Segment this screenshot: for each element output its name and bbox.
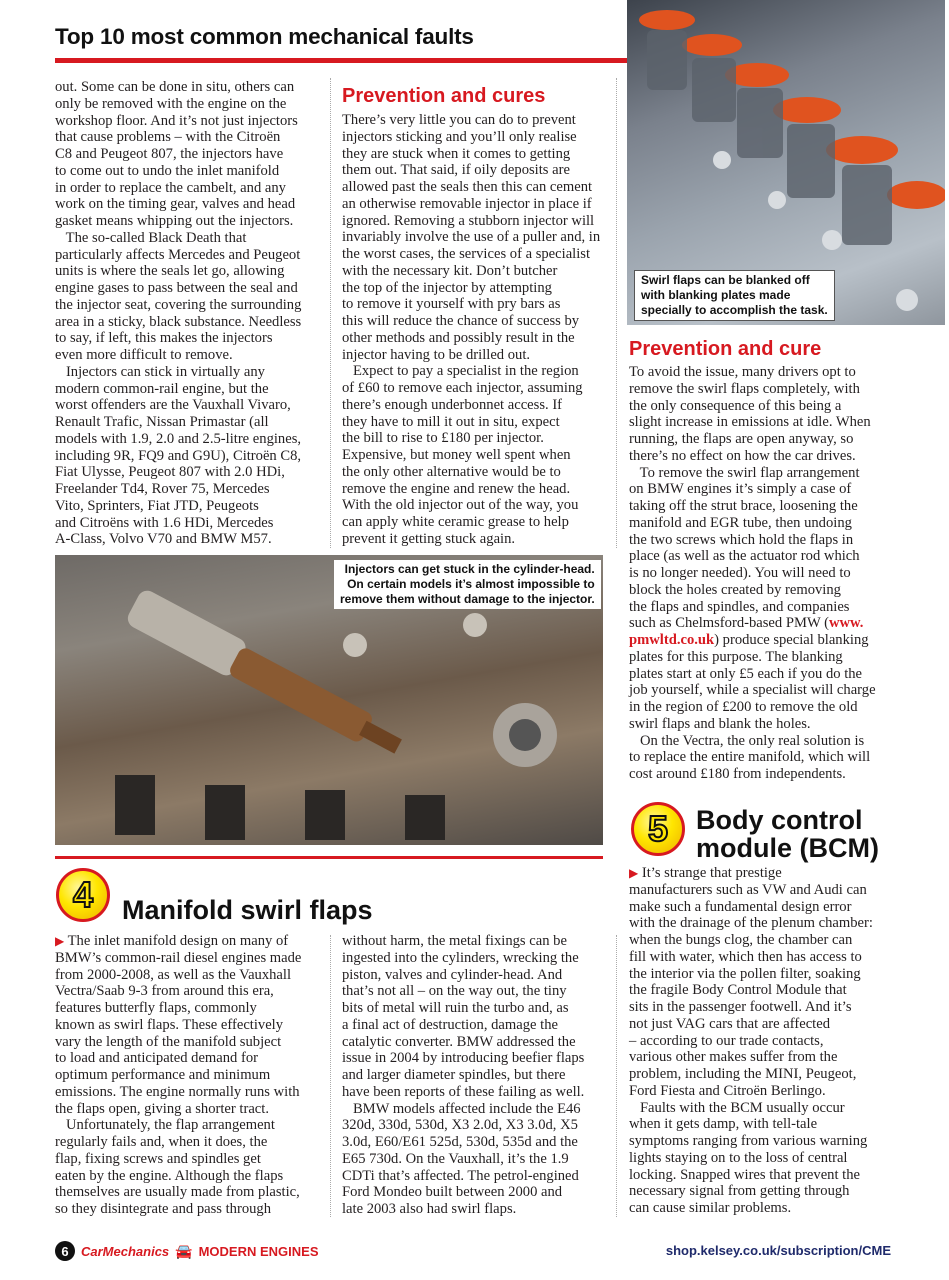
body-paragraph: Faults with the BCM usually occur when it gets damp, with tell-tale symptoms ranging from various warning lights staying on to the loss of central locking. Snapped wires that prevent the necessary signal from getting through can cause similar problems. — [629, 1099, 868, 1216]
subscription-link[interactable]: shop.kelsey.co.uk/subscription/CME — [665, 1243, 891, 1258]
body-paragraph: On the Vectra, the only real solution is to replace the entire manifold, which will cost around £180 from independents. — [629, 732, 871, 782]
title-rule — [55, 58, 627, 63]
section-number-badge: 4 — [56, 868, 110, 922]
body-paragraph: out. Some can be done in situ, others can only be removed with the engine on the workshop floor. And it’s not just injectors that cause problems – with the Citroën C8 and Peugeot 807, the injectors have to come out to undo the inlet manifold in order to replace the cambelt, and any work on the timing gear, valves and head gasket means whipping out the injectors. — [55, 79, 298, 229]
swirl-column-1 — [55, 933, 301, 1218]
body-text: ) produce special blanking plates for this purpose. The blanking plates start at only £5 each if you do the job yourself, while a specialist will charge in the region of £200 to remove the old swirl flaps and blank the holes. — [629, 632, 876, 732]
body-paragraph: Expect to pay a specialist in the region of £60 to remove each injector, assuming there’s enough underbonnet access. If they have to mill it out in situ, expect the bill to rise to £180 per injector. Expensive, but money well spent when the only other alternative would be to remove the engine and renew the head. With the old injector out of the way, you can apply white ceramic grease to help prevent it getting stuck again. — [342, 363, 583, 547]
body-paragraph: There’s very little you can do to prevent injectors sticking and you’ll only realise they are stuck when it comes to getting them out. That said, if oily deposits are allowed past the seals then this can cement an otherwise removable injector in place if ignored. Removing a stubborn injector will invariably involve the use of a puller and, in the worst cases, the services of a specialist with the necessary kit. Don’t butcher the top of the injector by attempting to remove it yourself with pry bars as this will reduce the chance of success by other methods and possibly result in the injector having to be drilled out. — [342, 112, 601, 363]
body-paragraph: To avoid the issue, many drivers opt to remove the swirl flaps completely, with the only consequence of this being a slight increase in emissions at idle. When running, the flaps are open anyway, so there’s no effect on how the car drives. — [629, 364, 871, 464]
section-heading-bcm: Body control module (BCM) — [696, 805, 879, 863]
body-paragraph: Injectors can stick in virtually any modern common-rail engine, but the worst offenders are the Vauxhall Vivaro, Renault Trafic, Nissan Primastar (all models with 1.9, 2.0 and 2.5-litre engines, including 9R, FQ9 and G9U), Citroën C8, Fiat Ulysse, Peugeot 807 with 2.0 HDi, Freelander Td4, Rover 75, Mercedes Vito, Sprinters, Fiat JTD, Peugeots and Citroëns with 1.6 HDi, Mercedes A-Class, Volvo V70 and BMW M57. — [55, 363, 302, 548]
column-divider — [616, 78, 617, 548]
car-icon: 🚘 — [175, 1242, 193, 1259]
swirl-right-column — [629, 364, 876, 783]
body-paragraph: Unfortunately, the flap arrangement regularly fails and, when it does, the flap, fixing screws and spindles get eaten by the engine. Although the flaps themselves are usually made from plastic, so they disintegrate and pass through — [55, 1117, 300, 1217]
page-number: 6 — [55, 1241, 75, 1261]
magazine-series: MODERN ENGINES — [198, 1243, 319, 1259]
body-paragraph: without harm, the metal fixings can be ingested into the cylinders, wrecking the piston, valves and cylinder-head. And that’s not all – on the way out, the tiny bits of metal will ruin the turbo and, as a final act of destruction, damage the catalytic converter. BMW addressed the issue in 2004 by introducing beefier flaps and larger diameter spindles, but there have been reports of these failing as well. — [342, 933, 585, 1100]
bullet-arrow-icon: ▶ — [629, 866, 639, 880]
column-divider — [330, 78, 331, 548]
magazine-brand: CarMechanics — [81, 1243, 170, 1259]
swirl-column-2 — [342, 933, 584, 1218]
section-number-badge: 5 — [631, 802, 685, 856]
body-paragraph: The so-called Black Death that particularly affects Mercedes and Peugeot units is where the seals let go, allowing engine gases to pass between the seal and the injector seat, covering the surrounding area in a sticky, black substance. Needless to say, if left, this makes the injectors even more difficult to remove. — [55, 229, 302, 363]
footer-left — [55, 1241, 319, 1261]
pmw-link[interactable]: www. — [828, 615, 864, 632]
injectors-column-2 — [342, 112, 600, 548]
injectors-column-1 — [55, 79, 301, 548]
pmw-link[interactable]: pmwltd.co.uk — [629, 632, 715, 648]
section-heading-swirl-flaps: Manifold swirl flaps — [122, 895, 373, 925]
bcm-column — [629, 865, 873, 1217]
column-divider — [330, 935, 331, 1217]
body-paragraph — [629, 465, 876, 733]
column-divider — [616, 935, 617, 1217]
section-rule — [55, 856, 603, 859]
body-paragraph: It’s strange that prestige manufacturers such as VW and Audi can make such a fundamental design error with the drainage of the plenum chamber: when the bungs clog, the chamber can fill with water, which then has access to the interior via the pollen filter, soaking the fragile Body Control Module that sits in the passenger footwell. And it’s not just VAG cars that are affected – according to our trade contacts, various other makes suffer from the problem, including the MINI, Peugeot, Ford Fiesta and Citroën Berlingo. — [629, 865, 873, 1099]
prevention-cure-heading: Prevention and cure — [629, 338, 822, 360]
injector-photo-caption: Injectors can get stuck in the cylinder-head. On certain models it’s almost impossible to remove them without damage to the injector. — [334, 560, 601, 609]
page-title: Top 10 most common mechanical faults — [55, 24, 474, 49]
swirl-flap-photo-caption: Swirl flaps can be blanked off with blanking plates made specially to accomplish the task. — [634, 270, 835, 321]
body-text: To remove the swirl flap arrangement on BMW engines it’s simply a case of taking off the strut brace, loosening the manifold and EGR tube, then undoing the two screws which hold the flaps in place (as well as the actuator rod which is no longer needed). You will need to block the holes created by removing the flaps and spindles, and companies such as Chelmsford-based PMW ( — [629, 464, 860, 632]
body-paragraph: BMW models affected include the E46 320d, 330d, 530d, X3 2.0d, X3 3.0d, X5 3.0d, E60/E61 525d, 530d, 535d and the E65 730d. On the Vauxhall, it’s the 1.9 CDTi that’s affected. The petrol-engined Ford Mondeo built between 2000 and late 2003 also had swirl flaps. — [342, 1100, 581, 1217]
prevention-cures-heading: Prevention and cures — [342, 85, 546, 107]
body-paragraph: The inlet manifold design on many of BMW’s common-rail diesel engines made from 2000-2008, as well as the Vauxhall Vectra/Saab 9-3 from around this era, features butterfly flaps, commonly known as swirl flaps. These effectively vary the length of the manifold subject to load and anticipated demand for optimum performance and minimum emissions. The engine normally runs with the flaps open, giving a shorter tract. — [55, 933, 302, 1117]
bullet-arrow-icon: ▶ — [55, 934, 65, 948]
